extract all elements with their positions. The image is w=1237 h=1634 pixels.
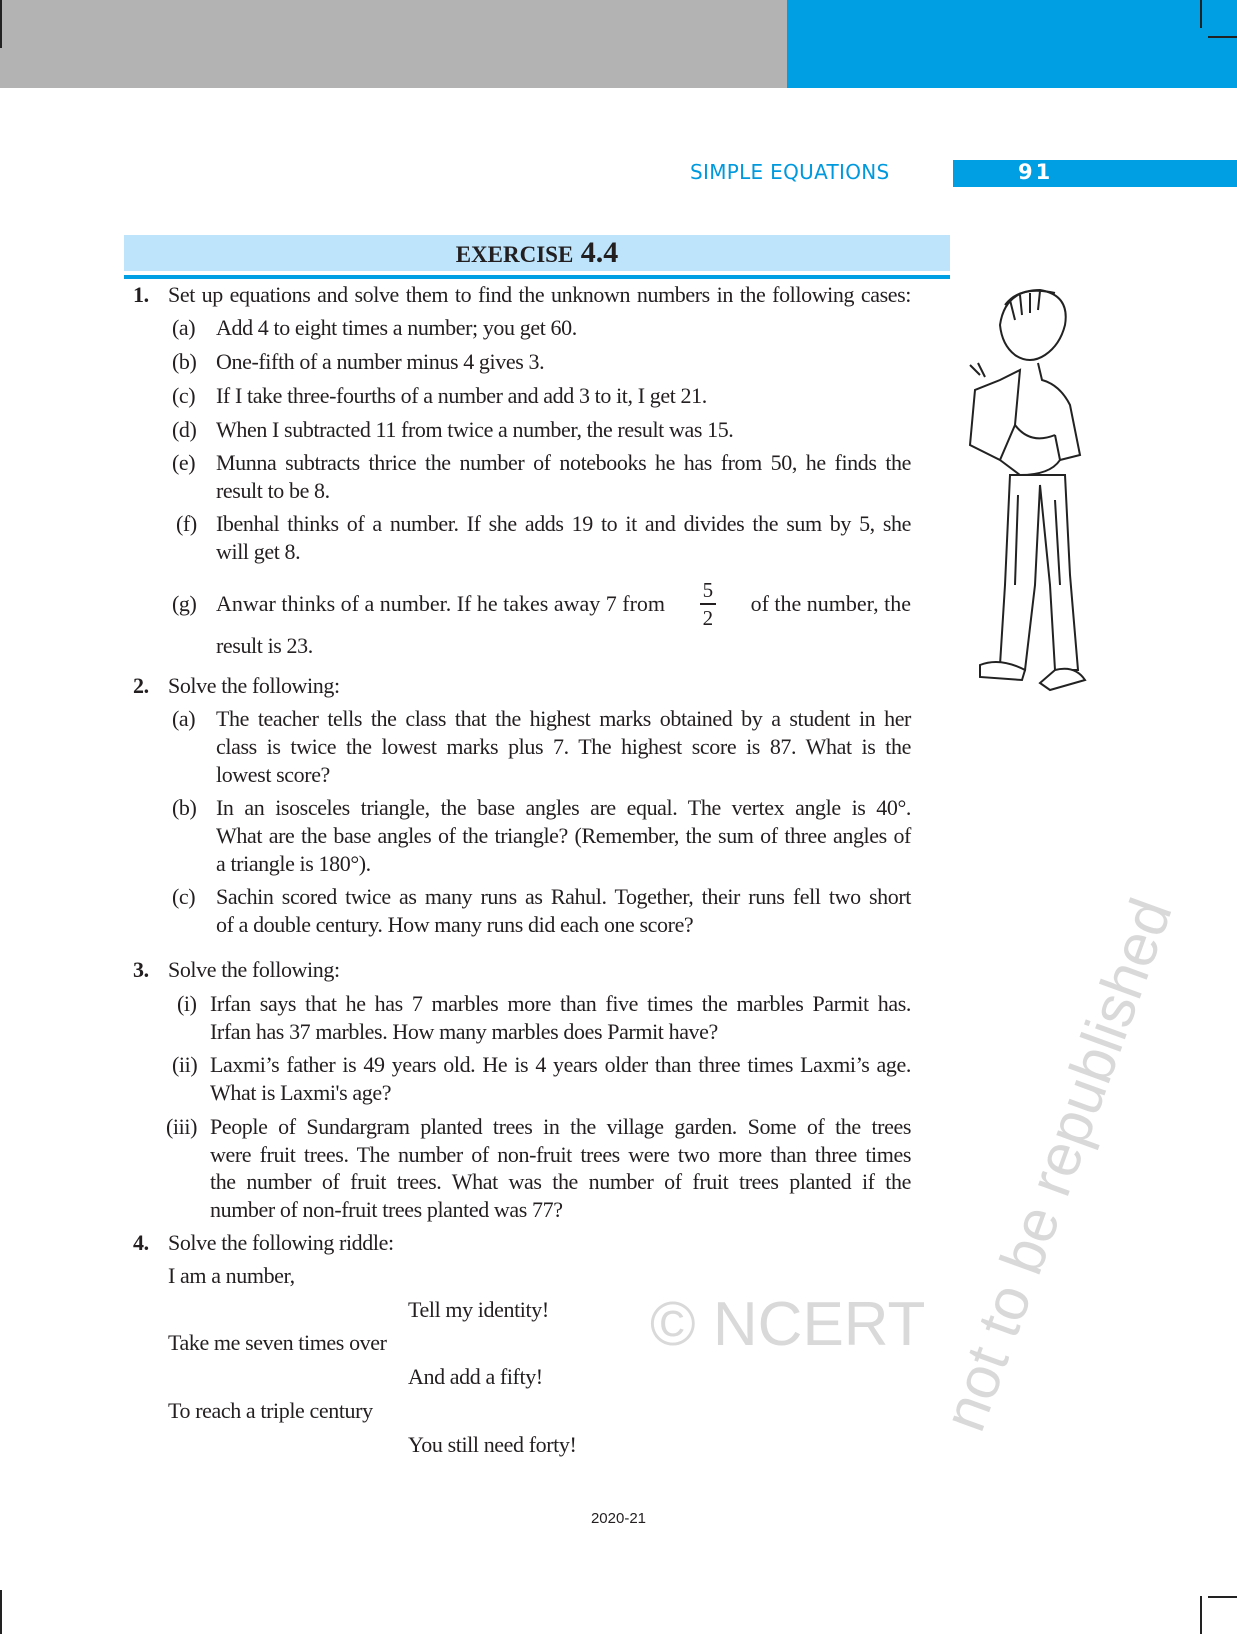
part-label: (c) (172, 383, 196, 408)
part-text: of the number, the (750, 591, 911, 616)
part-text: result is 23. (216, 633, 313, 658)
part-text: Add 4 to eight times a number; you get 60. (216, 315, 577, 340)
page-number: 91 (1018, 160, 1054, 184)
crop-mark (0, 1590, 2, 1634)
watermark-not-republished: not to be republished (930, 889, 1185, 1440)
part-text: When I subtracted 11 from twice a number, the result was 15. (216, 417, 734, 442)
question-text: Set up equations and solve them to find the unknown numbers in the following cases: (168, 282, 911, 307)
part-label: (d) (172, 417, 197, 442)
exercise-title (124, 235, 950, 273)
part-text: Munna subtracts thrice the number of notebooks he has from 50, he finds the (216, 450, 911, 475)
running-title: SIMPLE EQUATIONS (690, 160, 890, 184)
fraction (700, 577, 716, 631)
part-g-row (216, 576, 911, 632)
watermark-ncert: © NCERT (650, 1290, 926, 1359)
exercise-title-rule (124, 275, 950, 279)
header-gray-band (0, 0, 787, 88)
part-text: Sachin scored twice as many runs as Rahul. Together, their runs fell two short (216, 884, 911, 909)
part-text: One-fifth of a number minus 4 gives 3. (216, 349, 545, 374)
part-text: class is twice the lowest marks plus 7. The highest score is 87. What is the (216, 734, 911, 759)
part-text: If I take three-fourths of a number and add 3 to it, I get 21. (216, 383, 707, 408)
footer-year: 2020-21 (590, 1510, 647, 1527)
part-text: will get 8. (216, 539, 301, 564)
part-text: What are the base angles of the triangle? (Remember, the sum of three angles of (216, 823, 911, 848)
exercise-word: EXERCISE (455, 242, 574, 267)
part-label: (b) (172, 349, 197, 374)
riddle-line: To reach a triple century (168, 1398, 373, 1423)
exercise-number: 4.4 (580, 236, 619, 269)
question-number: 3. (133, 957, 149, 982)
part-label: (b) (172, 795, 197, 820)
part-text: Ibenhal thinks of a number. If she adds 19 to it and divides the sum by 5, she (216, 511, 911, 536)
part-text: were fruit trees. The number of non-fruit trees were two more than three times (210, 1142, 911, 1167)
part-text: result to be 8. (216, 478, 330, 503)
crop-mark (1208, 1596, 1237, 1598)
crop-mark (1208, 36, 1237, 38)
riddle-line: And add a fifty! (408, 1364, 543, 1389)
crop-mark (1200, 0, 1202, 28)
part-text: What is Laxmi's age? (210, 1080, 392, 1105)
part-text: In an isosceles triangle, the base angles are equal. The vertex angle is 40°. (216, 795, 911, 820)
boy-reading-book-illustration (960, 285, 1110, 725)
page-number-box (953, 160, 1237, 187)
question-text: Solve the following: (168, 957, 340, 982)
question-number: 1. (133, 282, 149, 307)
crop-mark (0, 0, 2, 48)
riddle-line: Take me seven times over (168, 1330, 387, 1355)
part-label: (g) (172, 591, 197, 616)
part-text: of a double century. How many runs did each one score? (216, 912, 694, 937)
part-label: (a) (172, 706, 196, 731)
part-text: The teacher tells the class that the highest marks obtained by a student in her (216, 706, 911, 731)
question-number: 2. (133, 673, 149, 698)
part-label: (c) (172, 884, 196, 909)
part-text: Irfan has 37 marbles. How many marbles does Parmit have? (210, 1019, 718, 1044)
question-text: Solve the following riddle: (168, 1230, 394, 1255)
riddle-line: I am a number, (168, 1263, 295, 1288)
part-label: (i) (177, 991, 197, 1016)
part-text: lowest score? (216, 762, 330, 787)
part-text: a triangle is 180°). (216, 851, 371, 876)
riddle-line: Tell my identity! (408, 1297, 549, 1322)
part-label: (ii) (172, 1052, 198, 1077)
part-label: (iii) (166, 1114, 197, 1139)
header-blue-band (787, 0, 1237, 88)
part-text: Laxmi’s father is 49 years old. He is 4 years older than three times Laxmi’s age. (210, 1052, 911, 1077)
part-label: (f) (176, 511, 197, 536)
part-text: People of Sundargram planted trees in the village garden. Some of the trees (210, 1114, 911, 1139)
part-text: number of non-fruit trees planted was 77? (210, 1197, 563, 1222)
part-label: (a) (172, 315, 196, 340)
crop-mark (1200, 1596, 1202, 1634)
fraction-numerator: 5 (702, 578, 714, 603)
fraction-denominator: 2 (702, 605, 714, 630)
riddle-line: You still need forty! (408, 1432, 577, 1457)
question-number: 4. (133, 1230, 149, 1255)
part-label: (e) (172, 450, 196, 475)
question-text: Solve the following: (168, 673, 340, 698)
part-text: Anwar thinks of a number. If he takes away 7 from (216, 591, 666, 616)
part-text: the number of fruit trees. What was the number of fruit trees planted if the (210, 1169, 911, 1194)
part-text: Irfan says that he has 7 marbles more than five times the marbles Parmit has. (210, 991, 911, 1016)
